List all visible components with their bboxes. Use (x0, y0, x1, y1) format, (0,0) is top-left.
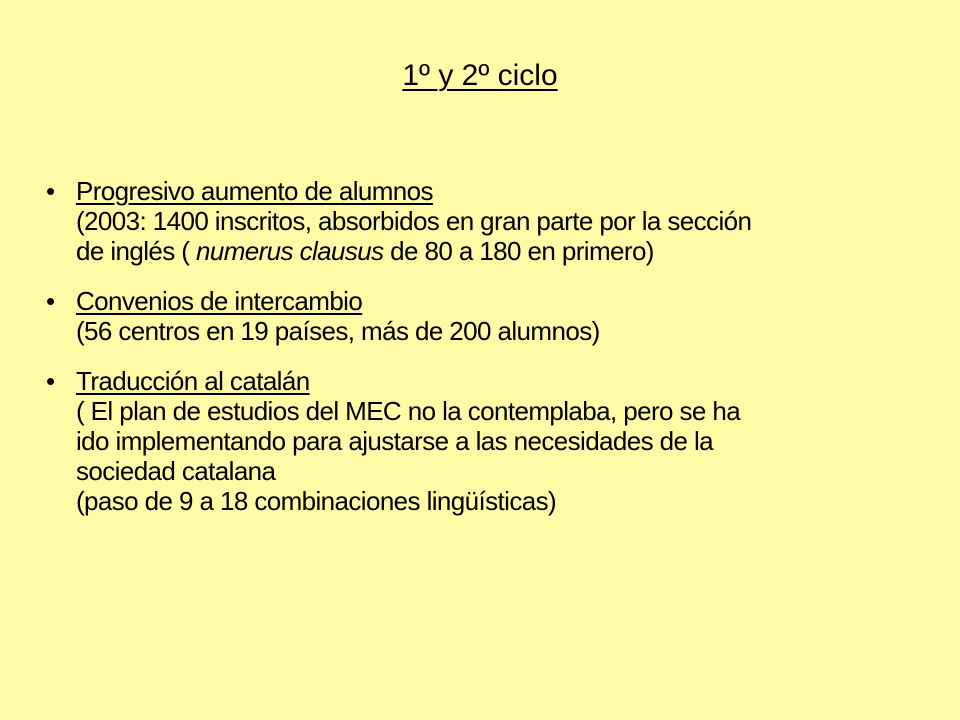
bullet-dot-icon: • (46, 286, 55, 316)
bullet-detail-text: de inglés ( (76, 236, 196, 266)
bullet-detail-italic: numerus clausus (195, 236, 384, 266)
slide-title-text: 1º y 2º ciclo (402, 59, 558, 92)
bullet-detail-line: sociedad catalana (76, 456, 276, 486)
slide-title (0, 56, 960, 96)
bullet-heading: Convenios de intercambio (76, 286, 363, 316)
bullet-dot-icon: • (46, 366, 55, 396)
bullet-heading: Progresivo aumento de alumnos (76, 176, 433, 206)
bullet-detail-text: de 80 a 180 en primero) (383, 236, 654, 266)
bullet-detail-line: (56 centros en 19 países, más de 200 alumnos) (76, 316, 600, 346)
bullet-item-translation (44, 366, 924, 516)
bullet-detail-line: (2003: 1400 inscritos, absorbidos en gran parte por la sección (76, 206, 752, 236)
bullet-detail-line: ido implementando para ajustarse a las necesidades de la (76, 426, 714, 456)
bullet-item-exchange (44, 286, 924, 346)
bullet-list (44, 176, 924, 516)
bullet-detail-line: ( El plan de estudios del MEC no la contemplaba, pero se ha (76, 396, 741, 426)
bullet-item-students (44, 176, 924, 266)
bullet-heading: Traducción al catalán (76, 366, 310, 396)
bullet-detail-line: (paso de 9 a 18 combinaciones lingüísticas) (76, 486, 557, 516)
bullet-detail-line (76, 236, 924, 266)
bullet-dot-icon: • (46, 176, 55, 206)
